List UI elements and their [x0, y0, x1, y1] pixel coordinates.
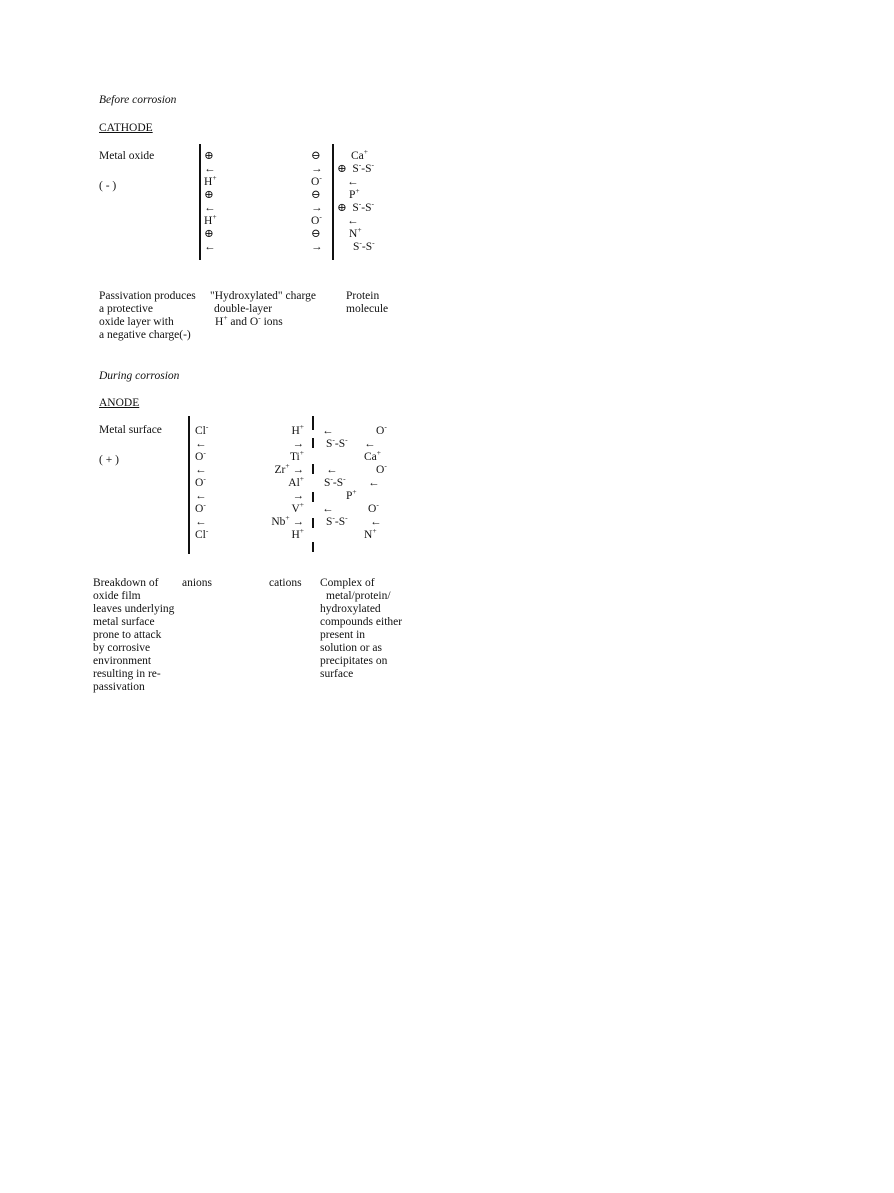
anode-left-item: O- — [195, 448, 206, 463]
caption-cations — [269, 577, 302, 590]
anode-r1-item: ← — [322, 425, 334, 437]
caption-line: molecule — [346, 303, 389, 315]
caption-line: "Hydroxylated" charge — [210, 290, 316, 302]
cathode-right-item: ← — [347, 176, 359, 188]
anode-mid-item: Nb+ → — [271, 513, 304, 528]
cathode-mid-item: ⊖ — [311, 189, 321, 201]
interface-line-segment — [312, 492, 314, 502]
caption-line: Complex of — [320, 577, 375, 589]
anode-r1-item: P+ — [346, 487, 357, 502]
caption-line: anions — [182, 577, 213, 589]
caption-line: H+ and O- ions — [215, 313, 283, 328]
caption-protein — [346, 290, 388, 316]
anode-right-column-1 — [322, 425, 357, 529]
anode-left-item: ← — [195, 464, 207, 476]
cathode-mid-column — [311, 150, 323, 254]
anode-left-column — [195, 422, 209, 542]
cathode-right-item: ⊕ S--S- — [337, 160, 375, 175]
metal-surface-label: Metal surface — [99, 424, 162, 436]
caption-line: hydroxylated — [320, 603, 381, 615]
anode-mid-item: → — [292, 438, 304, 450]
anode-mid-item: → — [292, 490, 304, 502]
metal-oxide-label: Metal oxide — [99, 150, 155, 162]
caption-line: surface — [320, 668, 354, 680]
anode-r2-item: O- — [376, 461, 387, 476]
cathode-mid-item: → — [311, 202, 323, 214]
anode-mid-item: Zr+ → — [274, 461, 304, 476]
charge-sign-positive: ( + ) — [99, 454, 119, 466]
cathode-right-item: N+ — [349, 225, 362, 240]
caption-breakdown — [93, 577, 174, 694]
cathode-left-column — [204, 150, 217, 254]
double-layer-boundary-line — [332, 144, 334, 260]
caption-passivation — [99, 290, 196, 342]
caption-line: precipitates on — [320, 655, 388, 667]
cathode-right-column — [337, 147, 375, 254]
anode-r1-item — [322, 451, 357, 464]
oxide-boundary-line — [199, 144, 201, 260]
caption-complex — [320, 577, 402, 681]
anode-r1-item: ← — [326, 464, 338, 476]
caption-line: by corrosive — [93, 642, 151, 654]
anode-mid-item: V+ — [291, 500, 304, 515]
caption-line: environment — [93, 655, 152, 667]
anode-r2-item: O- — [368, 500, 379, 515]
anode-r1-item: ← — [322, 503, 334, 515]
cathode-right-item: P+ — [349, 186, 360, 201]
metal-surface-line — [188, 416, 190, 554]
cathode-right-item: Ca+ — [351, 147, 369, 162]
cathode-left-item: ← — [204, 163, 216, 175]
caption-line: metal/protein/ — [326, 590, 391, 602]
caption-line: cations — [269, 577, 302, 589]
anode-right-column-2 — [364, 422, 387, 542]
anode-mid-column — [240, 422, 304, 542]
cathode-mid-item: O- — [311, 173, 322, 188]
caption-anions — [182, 577, 212, 590]
cathode-left-item: ⊕ — [204, 228, 214, 240]
section-heading-before: Before corrosion — [99, 94, 177, 106]
cathode-mid-item: ⊖ — [311, 150, 321, 162]
cathode-left-item: ⊕ — [204, 150, 214, 162]
interface-line-segment — [312, 542, 314, 552]
section-heading-during: During corrosion — [99, 370, 180, 382]
cathode-mid-item: O- — [311, 212, 322, 227]
caption-double-layer — [210, 290, 316, 329]
caption-line: solution or as — [320, 642, 382, 654]
cathode-left-item: H+ — [204, 173, 217, 188]
interface-line-segment — [312, 438, 314, 448]
cathode-left-item: ← — [204, 202, 216, 214]
anode-mid-item: Ti+ — [289, 448, 304, 463]
cathode-right-item: ← — [347, 215, 359, 227]
caption-line: Passivation produces — [99, 290, 196, 302]
caption-line: Breakdown of — [93, 577, 159, 589]
anode-left-item: Cl- — [195, 422, 209, 437]
anode-left-item: ← — [195, 516, 207, 528]
cathode-mid-item: → — [311, 163, 323, 175]
caption-line: double-layer — [214, 303, 273, 315]
caption-line: oxide film — [93, 590, 141, 602]
anode-r2-item: O- — [376, 422, 387, 437]
caption-line: compounds either — [320, 616, 403, 628]
caption-line: a protective — [99, 303, 153, 315]
anode-r2-item: ← — [370, 516, 382, 528]
anode-left-item: O- — [195, 500, 206, 515]
anode-left-item: ← — [195, 438, 207, 450]
anode-r1-item: S--S- — [326, 513, 348, 528]
caption-line: a negative charge(-) — [99, 329, 191, 341]
anode-r2-item: N+ — [364, 526, 377, 541]
electrode-label-cathode: CATHODE — [99, 122, 153, 134]
interface-line-segment — [312, 464, 314, 474]
caption-line: oxide layer with — [99, 316, 174, 328]
caption-line: leaves underlying — [93, 603, 175, 615]
anode-left-item: O- — [195, 474, 206, 489]
caption-line: passivation — [93, 681, 145, 693]
anode-left-item: ← — [195, 490, 207, 502]
cathode-left-item: H+ — [204, 212, 217, 227]
interface-line-segment — [312, 416, 314, 430]
anode-r1-item: S--S- — [324, 474, 346, 489]
charge-sign-negative: ( - ) — [99, 180, 117, 192]
interface-line-segment — [312, 518, 314, 528]
cathode-mid-item: → — [311, 241, 323, 253]
anode-mid-item: H+ — [291, 422, 304, 437]
cathode-left-item: ⊕ — [204, 189, 214, 201]
anode-mid-item: Al+ — [288, 474, 304, 489]
caption-line: Protein — [346, 290, 380, 302]
anode-r2-item: ← — [368, 477, 380, 489]
caption-line: present in — [320, 629, 366, 641]
anode-mid-item: H+ — [291, 526, 304, 541]
anode-left-item: Cl- — [195, 526, 209, 541]
anode-r2-item: Ca+ — [364, 448, 382, 463]
anode-r1-item: S--S- — [326, 435, 348, 450]
caption-line: prone to attack — [93, 629, 162, 641]
cathode-mid-item: ⊖ — [311, 228, 321, 240]
anode-r2-item: ← — [364, 438, 376, 450]
cathode-left-item: ← — [204, 241, 216, 253]
cathode-right-item: ⊕ S--S- — [337, 199, 375, 214]
electrode-label-anode: ANODE — [99, 397, 140, 409]
caption-line: resulting in re- — [93, 668, 161, 680]
caption-line: metal surface — [93, 616, 155, 628]
cathode-right-item: S--S- — [353, 238, 375, 253]
